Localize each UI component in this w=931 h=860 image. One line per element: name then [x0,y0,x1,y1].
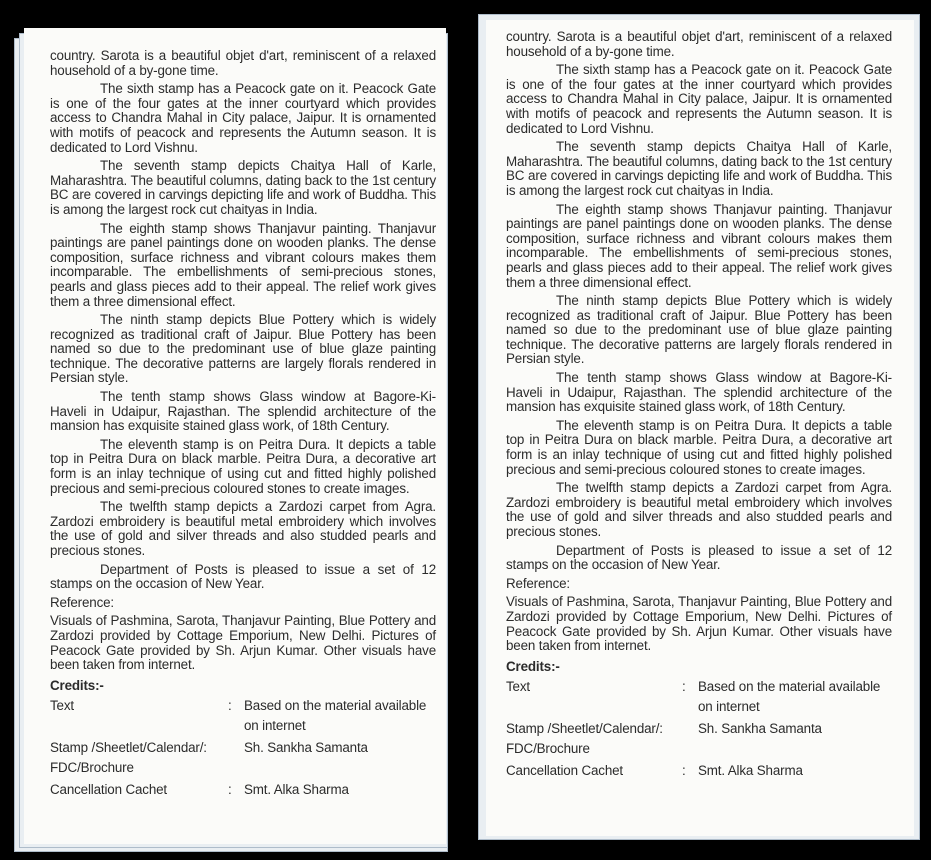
paragraph-issue-note: Department of Posts is pleased to issue a set of 12 stamps on the occasion of New Year. [50,561,436,592]
paragraph-issue-note: Department of Posts is pleased to issue a set of 12 stamps on the occasion of New Year. [506,542,892,573]
paragraph-twelfth-stamp: The twelfth stamp depicts a Zardozi carpet from Agra. Zardozi embroidery is beautiful metal embroidery which involves the use of gold and silver threads and also studded pearls and precious stones. [50,499,436,558]
credit-label: Cancellation Cachet [50,782,167,798]
paragraph-ninth-stamp: The ninth stamp depicts Blue Pottery which is widely recognized as traditional craft of Jaipur. Blue Pottery has been named so due to the predominant use of blue glaze painting technique. The decorative patterns are largely florals rendered in Persian style. [506,293,892,367]
paragraph-sixth-stamp: The sixth stamp has a Peacock gate on it. Peacock Gate is one of the four gates at the inner courtyard which provides access to Chandra Mahal in City palace, Jaipur. It is ornamented with motifs of peacock and represents the Autumn season. It is dedicated to Lord Vishnu. [506,62,892,136]
right-brochure-page [486,20,914,836]
credit-value: Sh. Sankha Samanta [244,740,368,756]
paragraph-tenth-stamp: The tenth stamp shows Glass window at Bagore-Ki-Haveli in Udaipur, Rajasthan. The splendid architecture of the mansion has exquisite stained glass work, of 18th Century. [50,389,436,434]
reference-text: Visuals of Pashmina, Sarota, Thanjavur Painting, Blue Pottery and Zardozi provided by Cottage Emporium, New Delhi. Pictures of Peacock Gate provided by Sh. Arjun Kumar. Other visuals have been taken from internet. [50,613,436,673]
paragraph-twelfth-stamp: The twelfth stamp depicts a Zardozi carpet from Agra. Zardozi embroidery is beautiful metal embroidery which involves the use of gold and silver threads and also studded pearls and precious stones. [506,480,892,539]
credit-separator: : [228,782,232,798]
paragraph-eleventh-stamp: The eleventh stamp is on Peitra Dura. It depicts a table top in Peitra Dura on black marble. Peitra Dura, a decorative art form is an inlay technique of using cut and fitted highly polished precious and semi-precious coloured stones to create images. [50,436,436,496]
credits-title: Credits:- [50,677,104,693]
paragraph-eighth-stamp: The eighth stamp shows Thanjavur painting. Thanjavur paintings are panel paintings done on wooden planks. The dense composition, surface richness and vibrant colours makes them incomparable. The embellishments of semi-precious stones, pearls and glass pieces add to their appeal. The relief work gives them a three dimensional effect. [50,220,436,309]
credit-row-stamp [506,719,892,759]
paragraph-seventh-stamp: The seventh stamp depicts Chaitya Hall of Karle, Maharashtra. The beautiful columns, dating back to the 1st century BC are covered in carvings depicting life and work of Buddha. This is among the largest rock cut chaityas in India. [50,158,436,217]
credit-row-cachet [50,780,436,800]
credit-value: Based on the material available on internet [244,698,427,734]
credit-value: Smt. Alka Sharma [698,763,803,779]
credit-label: Stamp /Sheetlet/Calendar/: FDC/Brochure [50,740,207,776]
paragraph-eleventh-stamp: The eleventh stamp is on Peitra Dura. It depicts a table top in Peitra Dura on black marble. Peitra Dura, a decorative art form is an inlay technique of using cut and fitted highly polished precious and semi-precious coloured stones to create images. [506,417,892,477]
credit-row-cachet [506,761,892,781]
paragraph-sarota: country. Sarota is a beautiful objet d'art, reminiscent of a relaxed household of a by-gone time. [50,48,436,78]
reference-heading: Reference: [506,575,571,591]
credits-title: Credits:- [506,658,560,674]
credit-row-text [50,696,436,736]
credit-value: Sh. Sankha Samanta [698,721,822,737]
credit-value: Based on the material available on internet [698,679,881,715]
credit-label: Text [506,679,530,695]
credit-separator [228,738,244,778]
paragraph-seventh-stamp: The seventh stamp depicts Chaitya Hall of Karle, Maharashtra. The beautiful columns, dating back to the 1st century BC are covered in carvings depicting life and work of Buddha. This is among the largest rock cut chaityas in India. [506,139,892,198]
credit-separator: : [228,698,232,714]
credit-label: Cancellation Cachet [506,763,623,779]
paragraph-ninth-stamp: The ninth stamp depicts Blue Pottery which is widely recognized as traditional craft of Jaipur. Blue Pottery has been named so due to the predominant use of blue glaze painting technique. The decorative patterns are largely florals rendered in Persian style. [50,312,436,386]
credit-separator: : [682,763,686,779]
paragraph-tenth-stamp: The tenth stamp shows Glass window at Bagore-Ki-Haveli in Udaipur, Rajasthan. The splendid architecture of the mansion has exquisite stained glass work, of 18th Century. [506,370,892,415]
credit-separator [682,719,698,759]
credit-value: Smt. Alka Sharma [244,782,349,798]
paragraph-eighth-stamp: The eighth stamp shows Thanjavur painting. Thanjavur paintings are panel paintings done on wooden planks. The dense composition, surface richness and vibrant colours makes them incomparable. The embellishments of semi-precious stones, pearls and glass pieces add to their appeal. The relief work gives them a three dimensional effect. [506,201,892,290]
credit-label: Text [50,698,74,714]
reference-text: Visuals of Pashmina, Sarota, Thanjavur Painting, Blue Pottery and Zardozi provided by Cottage Emporium, New Delhi. Pictures of Peacock Gate provided by Sh. Arjun Kumar. Other visuals have been taken from internet. [506,594,892,654]
reference-heading: Reference: [50,594,115,610]
credit-label: Stamp /Sheetlet/Calendar/: FDC/Brochure [506,721,663,757]
left-brochure-page [24,28,446,844]
credit-separator: : [682,679,686,695]
credit-row-stamp [50,738,436,778]
paragraph-sixth-stamp: The sixth stamp has a Peacock gate on it. Peacock Gate is one of the four gates at the inner courtyard which provides access to Chandra Mahal in City palace, Jaipur. It is ornamented with motifs of peacock and represents the Autumn season. It is dedicated to Lord Vishnu. [50,81,436,155]
paragraph-sarota: country. Sarota is a beautiful objet d'art, reminiscent of a relaxed household of a by-gone time. [506,29,892,59]
credit-row-text [506,677,892,717]
